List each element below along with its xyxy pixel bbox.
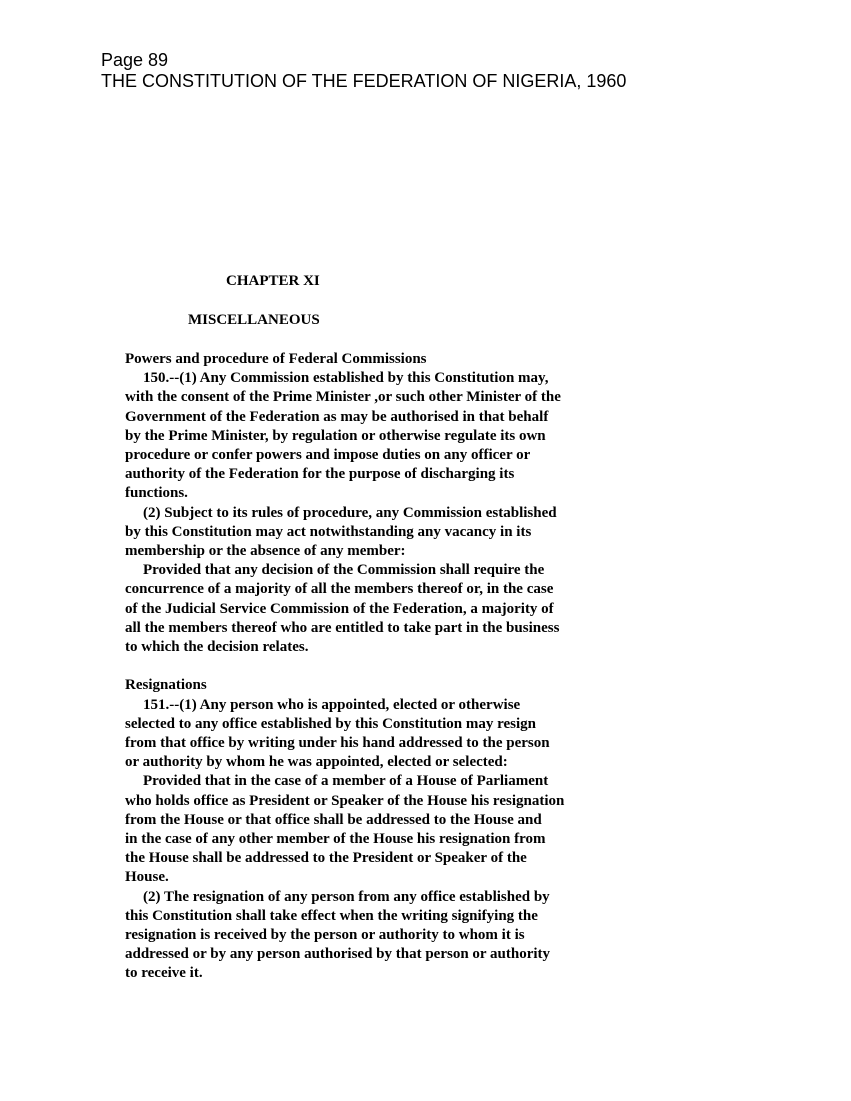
text-line: to which the decision relates. <box>125 639 309 656</box>
text-line: or authority by whom he was appointed, elected or selected: <box>125 754 508 771</box>
section <box>125 676 625 983</box>
section-heading: Resignations <box>125 677 207 694</box>
text-line: functions. <box>125 485 188 502</box>
text-line: Government of the Federation as may be authorised in that behalf <box>125 408 549 425</box>
text-line: concurrence of a majority of all the members thereof or, in the case <box>125 581 554 598</box>
section-heading: Powers and procedure of Federal Commissions <box>125 351 427 367</box>
text-line: (2) Subject to its rules of procedure, any Commission established <box>143 504 557 521</box>
text-line: from the House or that office shall be addressed to the House and <box>125 811 542 828</box>
text-line: with the consent of the Prime Minister ,or such other Minister of the <box>125 389 561 406</box>
text-line: the House shall be addressed to the President or Speaker of the <box>125 850 527 867</box>
text-line: procedure or confer powers and impose duties on any officer or <box>125 447 531 464</box>
text-line: authority of the Federation for the purpose of discharging its <box>125 466 515 483</box>
section <box>125 350 625 657</box>
text-line: who holds office as President or Speaker of the House his resignation <box>125 792 565 809</box>
text-line: House. <box>125 869 169 886</box>
text-line: from that office by writing under his hand addressed to the person <box>125 735 550 752</box>
text-line: resignation is received by the person or authority to whom it is <box>125 927 525 944</box>
text-line: Provided that any decision of the Commission shall require the <box>143 562 545 579</box>
text-line: in the case of any other member of the House his resignation from <box>125 831 546 848</box>
text-line: 151.--(1) Any person who is appointed, elected or otherwise <box>143 696 521 713</box>
text-line: selected to any office established by this Constitution may resign <box>125 715 536 732</box>
text-line: of the Judicial Service Commission of the Federation, a majority of <box>125 600 554 617</box>
text-line: (2) The resignation of any person from any office established by <box>143 888 550 905</box>
text-line: all the members thereof who are entitled to take part in the business <box>125 619 560 636</box>
page-number: Page 89 <box>101 50 169 70</box>
text-line: Provided that in the case of a member of a House of Parliament <box>143 773 549 790</box>
text-line: by this Constitution may act notwithstanding any vacancy in its <box>125 523 532 540</box>
text-line: 150.--(1) Any Commission established by this Constitution may, <box>143 370 549 387</box>
text-line: membership or the absence of any member: <box>125 543 406 560</box>
document-body <box>125 350 625 984</box>
chapter-number: CHAPTER XI <box>226 273 320 289</box>
text-line: this Constitution shall take effect when the writing signifying the <box>125 907 538 924</box>
text-line: by the Prime Minister, by regulation or otherwise regulate its own <box>125 427 546 444</box>
text-line: to receive it. <box>125 965 203 982</box>
chapter-title: MISCELLANEOUS <box>188 312 320 328</box>
page-header <box>101 50 626 92</box>
text-line: addressed or by any person authorised by that person or authority <box>125 946 551 963</box>
document-title: THE CONSTITUTION OF THE FEDERATION OF NIGERIA, 1960 <box>101 71 627 91</box>
